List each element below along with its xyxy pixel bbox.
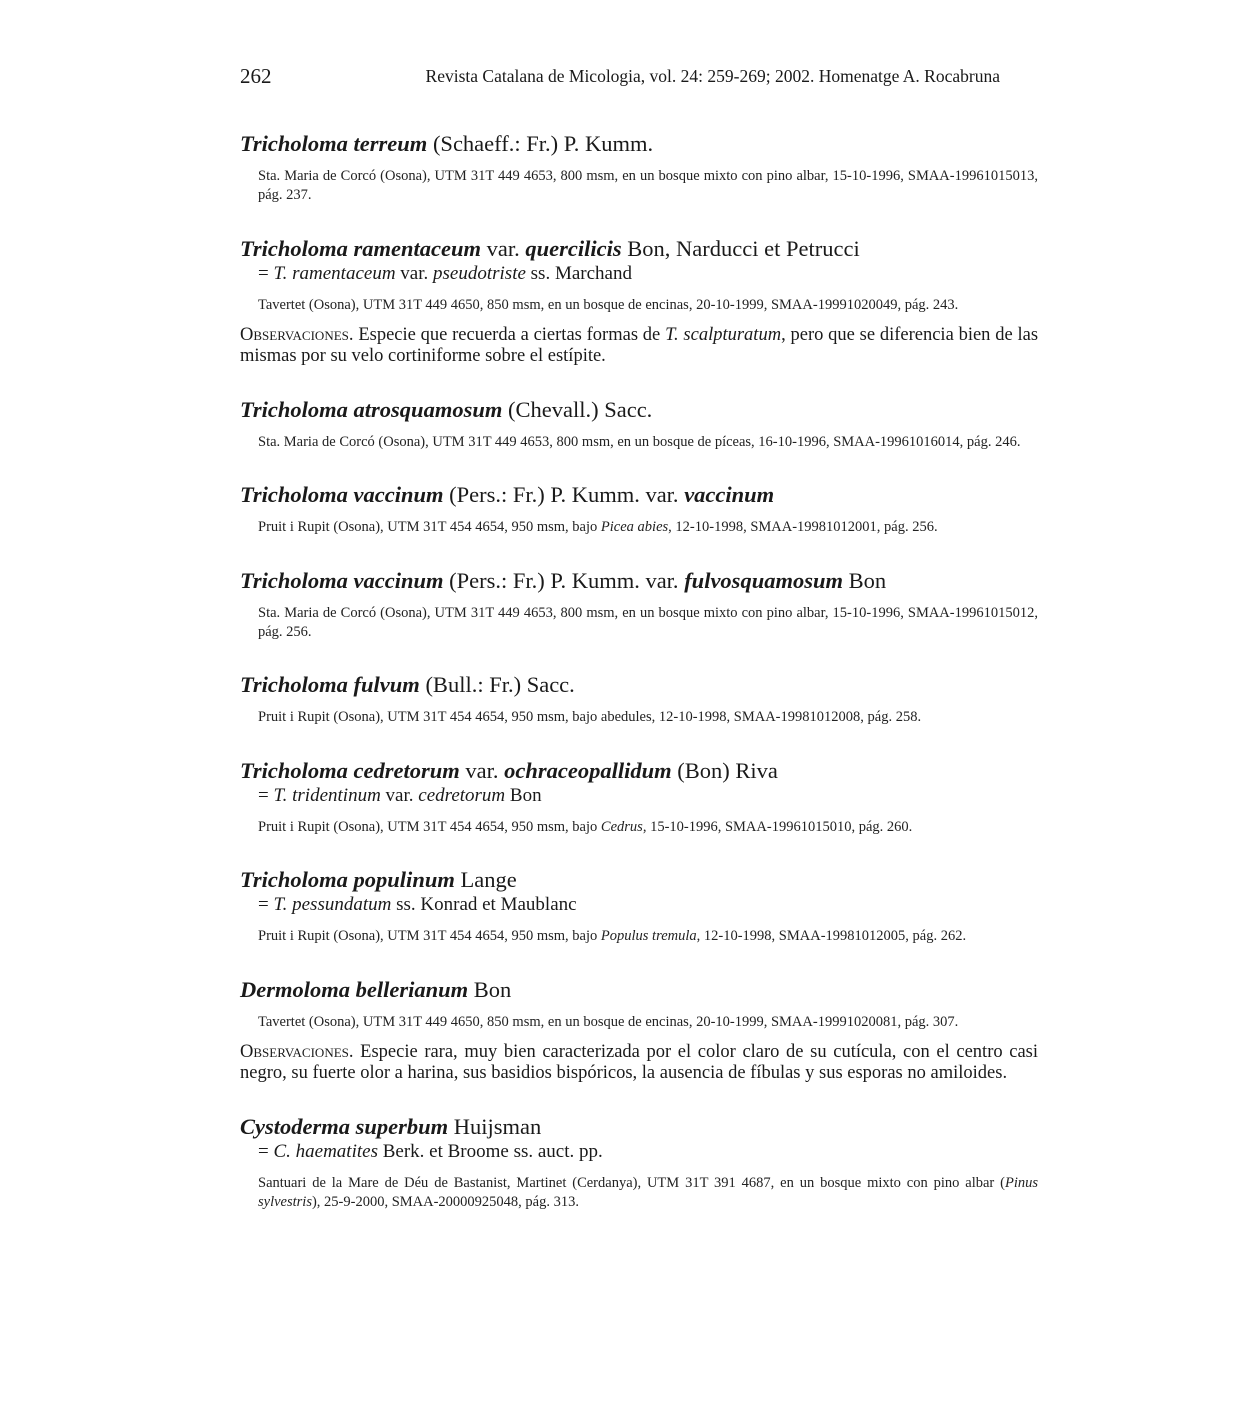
var-epithet: vaccinum (684, 482, 775, 507)
page-header (240, 64, 1000, 94)
record-text-end: , 12-10-1998, SMAA-19981012001, pág. 256. (668, 519, 938, 535)
species-title (240, 396, 1038, 423)
author: (Pers.: Fr.) P. Kumm. var. (449, 482, 679, 507)
var-epithet: ochraceopallidum (504, 758, 672, 783)
epithet: superbum (355, 1114, 449, 1139)
species-title (240, 130, 1038, 157)
record-text: Pruit i Rupit (Osona), UTM 31T 454 4654, 950 msm, bajo (258, 819, 598, 835)
observations (240, 325, 1038, 367)
epithet: vaccinum (353, 568, 444, 593)
syn-rank: var. (400, 263, 429, 284)
record (258, 927, 1038, 946)
syn-author: ss. Marchand (530, 263, 632, 284)
species-title (240, 235, 1038, 262)
genus: Tricholoma (240, 672, 348, 697)
observations (240, 1042, 1038, 1084)
species-entry (240, 976, 1038, 1084)
species-entry (240, 130, 1038, 205)
author: (Bon) Riva (677, 758, 778, 783)
synonym (258, 262, 1038, 286)
syn-prefix: = (258, 1141, 274, 1162)
record: Tavertet (Osona), UTM 31T 449 4650, 850 msm, en un bosque de encinas, 20-10-1999, SMAA-19991020049, pág. 243. (258, 297, 959, 313)
epithet: vaccinum (353, 482, 444, 507)
genus: Tricholoma (240, 568, 348, 593)
author: (Schaeff.: Fr.) P. Kumm. (432, 131, 654, 156)
host-name: Picea abies (600, 519, 669, 535)
syn-rank: var. (385, 785, 414, 806)
obs-text: Especie rara, muy bien caracterizada por el color claro de su cutícula, con el centro casi negro, su fuerte olor a harina, sus basidios bispóricos, la ausencia de fíbulas y sus esporas no amiloides. (240, 1042, 1038, 1083)
record-text: Pruit i Rupit (Osona), UTM 31T 454 4654, 950 msm, bajo (258, 928, 598, 944)
epithet: ramentaceum (353, 236, 482, 261)
species-entry (240, 757, 1038, 837)
species-title (240, 757, 1038, 784)
rank: var. (465, 758, 499, 783)
syn-author: Bon (509, 785, 542, 806)
obs-label: Observaciones. (240, 325, 354, 345)
host-name: Cedrus (600, 819, 643, 835)
epithet: atrosquamosum (353, 397, 503, 422)
epithet: fulvum (353, 672, 420, 697)
syn-name: T. tridentinum (273, 785, 381, 806)
species-title (240, 567, 1038, 594)
epithet: populinum (353, 867, 455, 892)
host-name: Populus tremula (600, 928, 697, 944)
syn-var: pseudotriste (433, 263, 526, 284)
page-number: 262 (240, 64, 272, 88)
genus: Tricholoma (240, 867, 348, 892)
obs-text: Especie que recuerda a ciertas formas de (358, 325, 661, 345)
species-title (240, 866, 1038, 893)
rank: var. (486, 236, 520, 261)
record: Sta. Maria de Corcó (Osona), UTM 31T 449 4653, 800 msm, en un bosque mixto con pino albar, 15-10-1996, SMAA-19961015012, pág. 256. (258, 605, 1038, 640)
epithet: cedretorum (353, 758, 460, 783)
syn-author: ss. Konrad et Maublanc (396, 894, 577, 915)
syn-prefix: = (258, 263, 274, 284)
epithet: bellerianum (355, 977, 469, 1002)
running-head: Revista Catalana de Micologia, vol. 24: 259-269; 2002. Homenatge A. Rocabruna (425, 66, 1000, 86)
genus: Tricholoma (240, 236, 348, 261)
epithet: terreum (353, 131, 428, 156)
species-title (240, 1113, 1038, 1140)
record-text: Pruit i Rupit (Osona), UTM 31T 454 4654, 950 msm, bajo (258, 519, 598, 535)
species-entry (240, 1113, 1038, 1212)
record (258, 818, 1038, 837)
record-text-end: ), 25-9-2000, SMAA-20000925048, pág. 313. (311, 1194, 579, 1210)
record (258, 1174, 1038, 1212)
obs-italic: T. scalpturatum (665, 325, 782, 345)
author: Bon (473, 977, 512, 1002)
species-list (240, 130, 1038, 1212)
author: (Bull.: Fr.) Sacc. (425, 672, 575, 697)
syn-prefix: = (258, 785, 274, 806)
syn-author: Berk. et Broome ss. auct. pp. (382, 1141, 603, 1162)
species-entry (240, 567, 1038, 642)
record-text-end: , 12-10-1998, SMAA-19981012005, pág. 262. (696, 928, 967, 944)
record: Tavertet (Osona), UTM 31T 449 4650, 850 msm, en un bosque de encinas, 20-10-1999, SMAA-19991020081, pág. 307. (258, 1014, 959, 1030)
genus: Tricholoma (240, 482, 348, 507)
genus: Tricholoma (240, 758, 348, 783)
species-entry (240, 866, 1038, 946)
record: Sta. Maria de Corcó (Osona), UTM 31T 449 4653, 800 msm, en un bosque de píceas, 16-10-1996, SMAA-19961016014, pág. 246. (258, 434, 1021, 450)
record-text-end: , 15-10-1996, SMAA-19961015010, pág. 260. (642, 819, 913, 835)
record: Sta. Maria de Corcó (Osona), UTM 31T 449 4653, 800 msm, en un bosque mixto con pino albar, 15-10-1996, SMAA-19961015013, pág. 237. (258, 168, 1038, 203)
synonym (258, 893, 1038, 917)
syn-name: T. ramentaceum (273, 263, 396, 284)
record (258, 518, 1038, 537)
species-title (240, 671, 1038, 698)
syn-name: T. pessundatum (273, 894, 392, 915)
author2: Bon (848, 568, 887, 593)
author: Bon, Narducci et Petrucci (627, 236, 860, 261)
species-entry (240, 396, 1038, 452)
species-entry (240, 481, 1038, 537)
author: Huijsman (453, 1114, 542, 1139)
genus: Tricholoma (240, 397, 348, 422)
syn-name: C. haematites (273, 1141, 378, 1162)
synonym (258, 1140, 1038, 1164)
species-title (240, 976, 1038, 1003)
obs-text-end: , pero que se diferencia bien de las mismas por su velo cortiniforme sobre el estípite. (240, 325, 1039, 366)
var-epithet: quercilicis (525, 236, 622, 261)
author: (Pers.: Fr.) P. Kumm. var. (449, 568, 679, 593)
species-entry (240, 671, 1038, 727)
record-text: Santuari de la Mare de Déu de Bastanist, Martinet (Cerdanya), UTM 31T 391 4687, en un bosque mixto con pino albar ( (258, 1175, 1005, 1191)
genus: Tricholoma (240, 131, 348, 156)
genus: Dermoloma (240, 977, 350, 1002)
host-name: Pinus sylvestris (258, 1175, 1038, 1210)
syn-prefix: = (258, 894, 274, 915)
record: Pruit i Rupit (Osona), UTM 31T 454 4654, 950 msm, bajo abedules, 12-10-1998, SMAA-19981012008, pág. 258. (258, 709, 922, 725)
syn-var: cedretorum (418, 785, 506, 806)
obs-label: Observaciones. (240, 1042, 354, 1062)
species-entry (240, 235, 1038, 367)
author: Lange (460, 867, 517, 892)
author: (Chevall.) Sacc. (507, 397, 653, 422)
species-title (240, 481, 1038, 508)
var-epithet: fulvosquamosum (684, 568, 843, 593)
synonym (258, 784, 1038, 808)
genus: Cystoderma (240, 1114, 350, 1139)
